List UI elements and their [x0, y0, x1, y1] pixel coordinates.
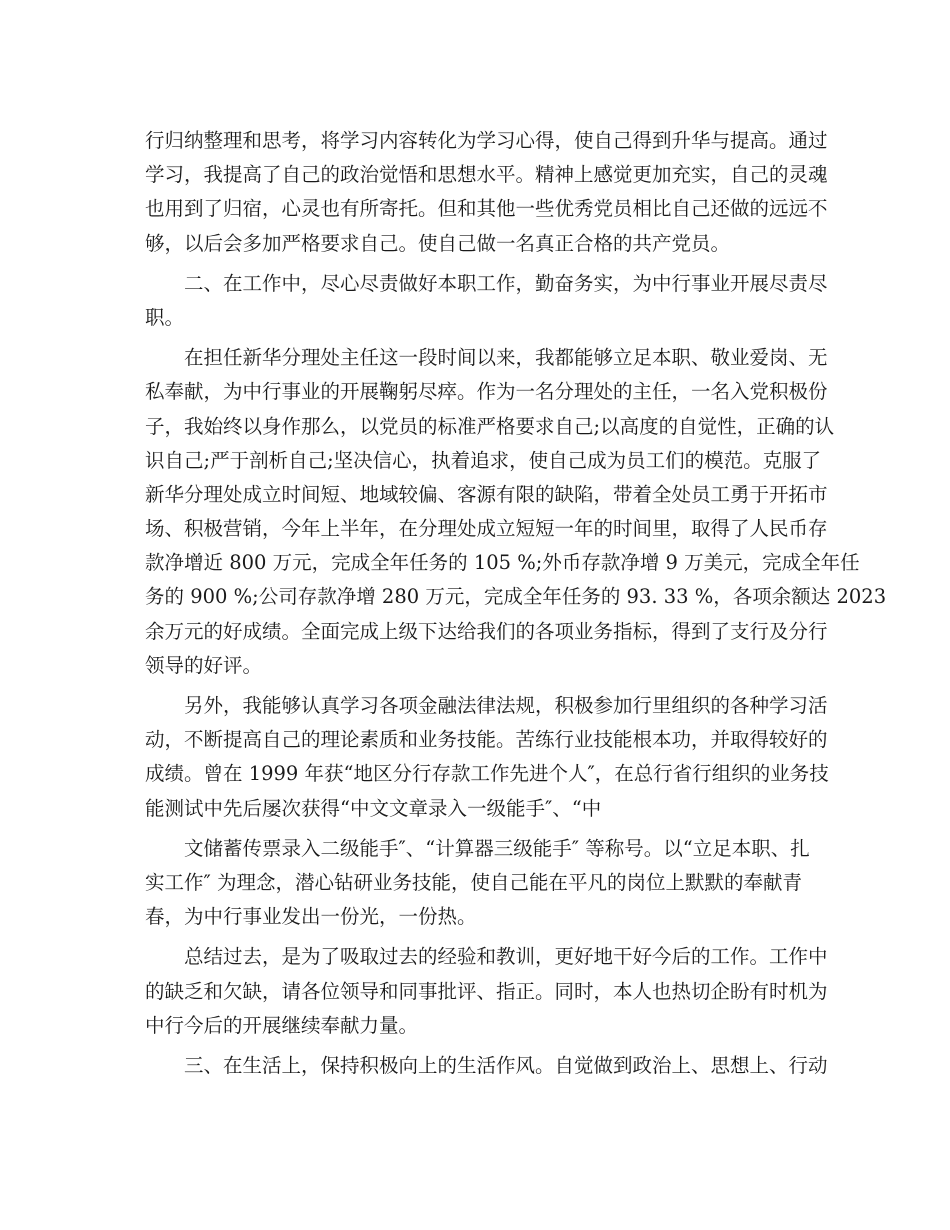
text-line: 款净增近 800 万元，完成全年任务的 105 %;外币存款净增 9 万美元，完成全年任 [145, 551, 860, 575]
text-line: 场、积极营销，今年上半年，在分理处成立短短一年的时间里，取得了人民币存 [145, 517, 828, 541]
text-line: 领导的好评。 [145, 653, 263, 677]
text-line: 子，我始终以身作那么，以党员的标准严格要求自己;以高度的自觉性，正确的认 [145, 414, 835, 438]
text-line: 私奉献，为中行事业的开展鞠躬尽瘁。作为一名分理处的主任，一名入党积极份 [145, 380, 828, 404]
text-line: 在担任新华分理处主任这一段时间以来，我都能够立足本职、敬业爱岗、无 [184, 346, 828, 370]
text-line: 的缺乏和欠缺，请各位领导和同事批评、指正。同时，本人也热切企盼有时机为 [145, 979, 828, 1003]
text-line: 能测试中先后屡次获得“中文文章录入一级能手″、“中 [145, 796, 602, 820]
text-line: 另外，我能够认真学习各项金融法律法规，积极参加行里组织的各种学习活 [184, 694, 828, 717]
text-line: 学习，我提高了自己的政治觉悟和思想水平。精神上感觉更加充实，自己的灵魂 [145, 163, 828, 187]
text-line: 够，以后会多加严格要求自己。使自己做一名真正合格的共产党员。 [145, 231, 731, 255]
text-line: 实工作″ 为理念，潜心钻研业务技能，使自己能在平凡的岗位上默默的奉献青 [145, 870, 802, 894]
text-line: 春，为中行事业发出一份光，一份热。 [145, 905, 477, 929]
text-line: 识自己;严于剖析自己;坚决信心，执着追求，使自己成为员工们的模范。克服了 [145, 448, 822, 472]
text-line: 也用到了归宿，心灵也有所寄托。但和其他一些优秀党员相比自己还做的远远不 [145, 197, 828, 221]
text-line: 职。 [145, 305, 185, 329]
section-heading-life: 三、在生活上，保持积极向上的生活作风。自觉做到政治上、思想上、行动 [184, 1053, 828, 1077]
text-line: 成绩。曾在 1999 年获“地区分行存款工作先进个人″，在总行省行组织的业务技 [145, 762, 829, 786]
document-body [145, 124, 887, 1083]
text-line: 中行今后的开展继续奉献力量。 [145, 1013, 419, 1037]
text-line: 文储蓄传票录入二级能手″、“计算器三级能手″ 等称号。以“立足本职、扎 [184, 836, 810, 860]
text-line: 新华分理处成立时间短、地域较偏、客源有限的缺陷，带着全处员工勇于开拓市 [145, 482, 828, 506]
text-line: 务的 900 %;公司存款净增 280 万元，完成全年任务的 93. 33 %，各项余额达 2023 [145, 585, 887, 609]
text-line: 行归纳整理和思考，将学习内容转化为学习心得，使自己得到升华与提高。通过 [145, 129, 828, 152]
text-line: 总结过去，是为了吸取过去的经验和教训，更好地干好今后的工作。工作中 [184, 945, 828, 969]
text-line: 动，不断提高自己的理论素质和业务技能。苦练行业技能根本功，并取得较好的 [145, 728, 828, 752]
section-heading-work: 二、在工作中，尽心尽责做好本职工作，勤奋务实，为中行事业开展尽责尽 [184, 271, 828, 295]
text-line: 余万元的好成绩。全面完成上级下达给我们的各项业务指标，得到了支行及分行 [145, 619, 828, 643]
